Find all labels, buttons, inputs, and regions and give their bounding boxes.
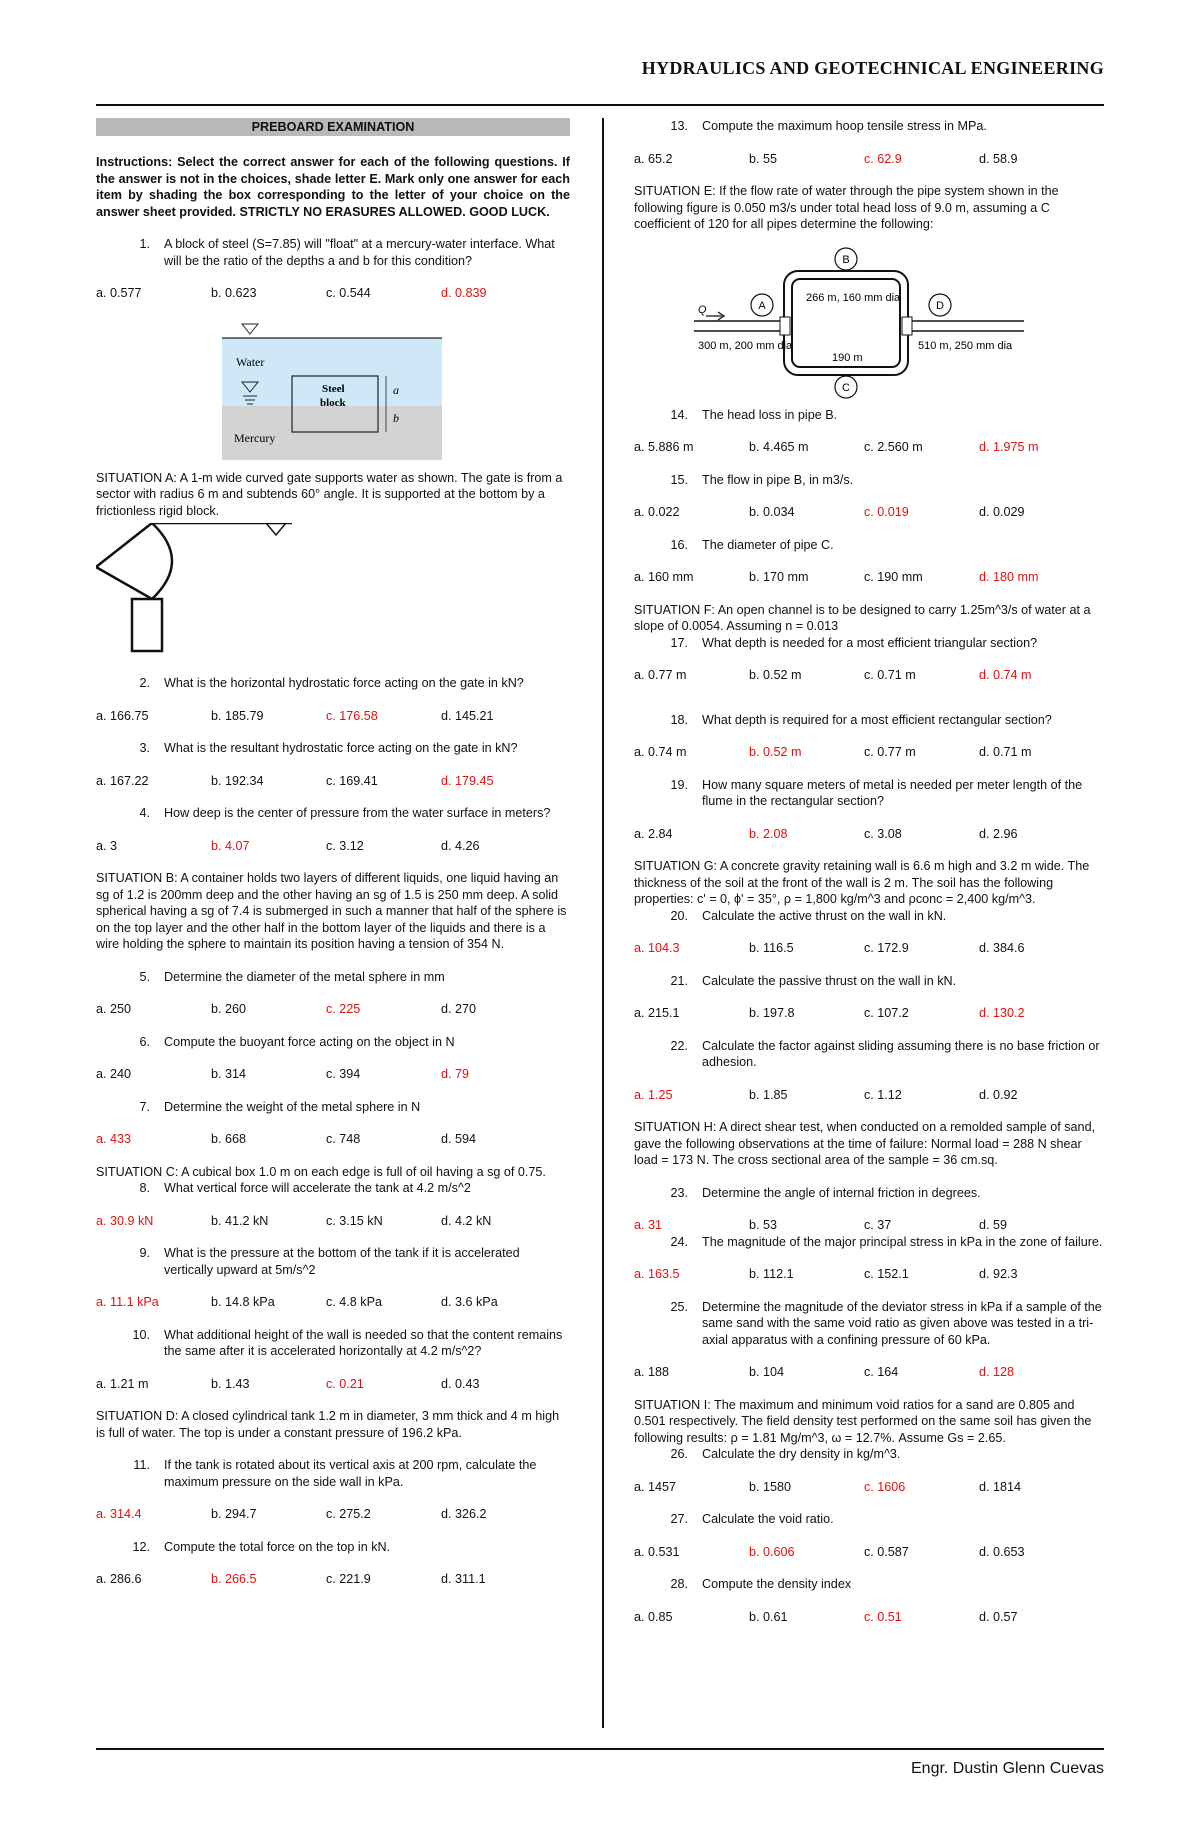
choice-option: d. 180 mm	[979, 570, 1039, 584]
choice-option: d. 2.96	[979, 826, 1018, 841]
choice-option: a. 433	[96, 1132, 132, 1146]
choice-option: d. 130.2	[979, 1006, 1025, 1020]
question-14: 14. The head loss in pipe B.	[670, 407, 838, 422]
flow-q-label: Q	[698, 303, 707, 316]
choice-option: d. 0.74 m	[979, 668, 1032, 682]
question-27: 27. Calculate the void ratio.	[670, 1512, 834, 1526]
choice-option: b. 260	[211, 1002, 247, 1016]
choice-option: b. 0.52 m	[749, 668, 802, 682]
choice-option: c. 190 mm	[864, 570, 923, 584]
choice-option: d. 58.9	[979, 151, 1018, 166]
choice-option: d. 0.43	[441, 1376, 480, 1391]
choice-option: c. 152.1	[864, 1267, 909, 1281]
choices-6	[96, 1066, 570, 1083]
choice-option: d. 311.1	[441, 1572, 486, 1586]
situation-b: SITUATION B: A container holds two layers of different liquids, one liquid having an sg of 1.2 is 200mm deep and the other having an sg of 1.5 is 250 mm deep. A solid spherical having a sg of 7.4 is submerged in such a manner that half of the sphere is on the top layer and the other half in the bottom layer of the liquids and there is a wire holding the sphere to maintain its position having a tension of 354 N.	[96, 871, 567, 951]
choice-option: c. 0.587	[864, 1544, 909, 1559]
question-10: 10. What additional height of the wall is needed so that the content remains the same after it is accelerated horizontally at 4.2 m/s^2?	[132, 1327, 563, 1358]
question-28: 28. Compute the density index	[670, 1577, 852, 1591]
situation-e: SITUATION E: If the flow rate of water through the pipe system shown in the following figure is 0.050 m3/s under total head loss of 9.0 m, assuming a C coefficient of 120 for all pipes determine the following:	[634, 184, 1059, 231]
choice-option: c. 3.08	[864, 826, 902, 841]
choice-option: c. 0.77 m	[864, 745, 916, 759]
choice-option: d. 326.2	[441, 1507, 487, 1521]
choice-option: b. 266.5	[211, 1572, 257, 1586]
mercury-label: Mercury	[234, 430, 276, 445]
choice-option: b. 14.8 kPa	[211, 1295, 275, 1309]
choice-option: a. 0.531	[634, 1544, 680, 1559]
choice-option: a. 0.77 m	[634, 668, 687, 682]
choice-option: d. 594	[441, 1132, 477, 1146]
choice-option: c. 176.58	[326, 708, 378, 723]
question-23: 23. Determine the angle of internal friction in degrees.	[670, 1185, 981, 1200]
choice-option: a. 215.1	[634, 1006, 680, 1020]
choices-10	[96, 1376, 570, 1393]
choices-28	[634, 1609, 1104, 1626]
block-label: block	[320, 396, 346, 409]
question-18: 18. What depth is required for a most efficient rectangular section?	[670, 712, 1052, 727]
choice-option: a. 1457	[634, 1479, 677, 1494]
choice-option: b. 192.34	[211, 773, 264, 788]
choice-option: c. 221.9	[326, 1572, 371, 1586]
question-4: 4. How deep is the center of pressure from the water surface in meters?	[139, 806, 551, 820]
choices-22	[634, 1087, 1104, 1104]
question-5: 5. Determine the diameter of the metal sphere in mm	[139, 969, 445, 984]
choice-option: d. 179.45	[441, 773, 494, 788]
choice-option: a. 188	[634, 1365, 670, 1379]
choice-option: c. 4.8 kPa	[326, 1295, 383, 1309]
choice-option: b. 1580	[749, 1479, 792, 1494]
choice-option: b. 668	[211, 1132, 247, 1146]
choice-option: c. 169.41	[326, 773, 378, 788]
choice-option: a. 104.3	[634, 941, 680, 955]
choice-option: b. 4.465 m	[749, 440, 809, 454]
question-12: 12. Compute the total force on the top in kN.	[132, 1539, 391, 1554]
choice-option: c. 172.9	[864, 941, 909, 955]
choices-18	[634, 744, 1104, 761]
question-7: 7. Determine the weight of the metal sphere in N	[139, 1099, 421, 1114]
choice-option: a. 2.84	[634, 826, 673, 841]
choice-option: b. 116.5	[749, 941, 794, 955]
choices-3	[96, 773, 570, 790]
situation-d: SITUATION D: A closed cylindrical tank 1.2 m in diameter, 3 mm thick and 4 m high is full of water. The top is under a constant pressure of 196.2 kPa.	[96, 1409, 560, 1440]
choices-14	[634, 439, 1104, 456]
node-c-label: C	[842, 381, 850, 394]
choices-17	[634, 667, 1104, 684]
question-19: 19. How many square meters of metal is needed per meter length of the flume in the rectangular section?	[670, 777, 1083, 808]
choice-option: d. 92.3	[979, 1267, 1018, 1281]
choice-option: c. 225	[326, 1002, 361, 1016]
choice-option: b. 0.52 m	[749, 745, 802, 759]
choice-option: a. 163.5	[634, 1267, 680, 1281]
choice-option: a. 65.2	[634, 151, 673, 166]
choices-20	[634, 940, 1104, 957]
footer-author: Engr. Dustin Glenn Cuevas	[911, 1760, 1104, 1777]
choices-23	[634, 1217, 1104, 1234]
choice-option: b. 55	[749, 151, 778, 166]
footer-rule	[96, 1748, 1104, 1750]
depth-b-label: b	[393, 410, 399, 425]
pipe-a-label: 300 m, 200 mm dia	[698, 339, 793, 352]
choice-option: a. 5.886 m	[634, 440, 694, 454]
question-26: 26. Calculate the dry density in kg/m^3.	[670, 1447, 901, 1461]
water-label: Water	[236, 354, 265, 369]
choice-option: b. 112.1	[749, 1267, 794, 1281]
right-column	[634, 118, 1104, 1641]
choice-option: c. 164	[864, 1365, 899, 1379]
pipe-b-label: 266 m, 160 mm dia	[806, 291, 901, 304]
choice-option: a. 240	[96, 1067, 132, 1081]
question-15: 15. The flow in pipe B, in m3/s.	[670, 472, 854, 487]
choices-8	[96, 1213, 570, 1230]
column-divider	[602, 118, 604, 1728]
choice-option: a. 250	[96, 1002, 132, 1016]
choice-option: a. 0.85	[634, 1609, 673, 1624]
flow-arrow-icon	[706, 312, 724, 320]
choices-11	[96, 1506, 570, 1523]
choice-option: d. 0.57	[979, 1609, 1018, 1624]
choice-option: d. 59	[979, 1218, 1008, 1232]
situation-h: SITUATION H: A direct shear test, when conducted on a remolded sample of sand, gave the following observations at the time of failure: Normal load = 288 N shear load = 173 N. The cross sectional area of the sample = 36 cm.sq.	[634, 1120, 1096, 1167]
choice-option: a. 1.21 m	[96, 1376, 149, 1391]
choice-option: d. 128	[979, 1365, 1015, 1379]
choice-option: c. 3.12	[326, 838, 364, 853]
choice-option: a. 166.75	[96, 708, 149, 723]
choice-option: b. 197.8	[749, 1006, 795, 1020]
water-surface-icon	[242, 324, 258, 334]
choice-option: d. 270	[441, 1002, 477, 1016]
choice-option: a. 1.25	[634, 1087, 673, 1102]
question-2: 2. What is the horizontal hydrostatic force acting on the gate in kN?	[139, 676, 524, 690]
gate-sector	[96, 523, 152, 599]
left-column	[96, 118, 570, 1604]
choice-option: b. 170 mm	[749, 570, 809, 584]
choice-option: c. 0.71 m	[864, 668, 916, 682]
question-13: 13. Compute the maximum hoop tensile stress in MPa.	[670, 119, 987, 133]
choice-option: b. 1.85	[749, 1087, 788, 1102]
choice-option: c. 0.019	[864, 505, 909, 519]
instructions: Instructions: Select the correct answer for each of the following questions. If the answer is not in the choices, shade letter E. Mark only one answer for each item by shading the box corresponding to the letter of your choice on the answer sheet provided. STRICTLY NO ERASURES ALLOWED. GOOD LUCK.	[96, 155, 570, 219]
choice-option: b. 53	[749, 1218, 778, 1232]
choice-option: b. 0.623	[211, 286, 257, 300]
question-25: 25. Determine the magnitude of the deviator stress in kPa if a sample of the same sand with the same void ratio as given above was tested in a tri-axial apparatus with a confining pressure of 60 kPa.	[670, 1299, 1102, 1347]
question-1: 1. A block of steel (S=7.85) will "float" at a mercury-water interface. What will be the ratio of the depths a and b for this condition?	[139, 237, 555, 268]
choice-option: d. 4.2 kN	[441, 1213, 492, 1228]
choice-option: b. 314	[211, 1067, 247, 1081]
choices-9	[96, 1294, 570, 1311]
choice-option: a. 0.74 m	[634, 745, 687, 759]
choice-option: b. 0.606	[749, 1544, 795, 1559]
choice-option: c. 275.2	[326, 1507, 371, 1521]
header-rule	[96, 104, 1104, 106]
choices-12	[96, 1571, 570, 1588]
question-17: 17. What depth is needed for a most efficient triangular section?	[670, 635, 1038, 650]
choice-option: d. 0.92	[979, 1087, 1018, 1102]
choices-1	[96, 285, 570, 302]
choices-26	[634, 1479, 1104, 1496]
choices-7	[96, 1131, 570, 1148]
choice-option: c. 1.12	[864, 1087, 902, 1102]
choices-4	[96, 838, 570, 855]
choice-option: b. 4.07	[211, 838, 250, 853]
choices-15	[634, 504, 1104, 521]
choices-21	[634, 1005, 1104, 1022]
choices-16	[634, 569, 1104, 586]
pipe-system-figure	[634, 237, 1104, 399]
choice-option: d. 384.6	[979, 941, 1025, 955]
situation-i: SITUATION I: The maximum and minimum void ratios for a sand are 0.805 and 0.501 respectively. The field density test performed on the same soil has given the following results: ρ = 1.81 Mg/m^3, ω = 12.7%. Assume Gs = 2.65.	[634, 1397, 1092, 1445]
choices-27	[634, 1544, 1104, 1561]
choice-option: c. 3.15 kN	[326, 1213, 383, 1228]
choice-option: c. 62.9	[864, 151, 902, 166]
question-22: 22. Calculate the factor against sliding assuming there is no base friction or adhesion.	[670, 1038, 1100, 1069]
choice-option: a. 30.9 kN	[96, 1213, 154, 1228]
choice-option: a. 314.4	[96, 1507, 142, 1521]
choice-option: c. 394	[326, 1067, 361, 1081]
choice-option: a. 31	[634, 1218, 663, 1232]
document-header-title: HYDRAULICS AND GEOTECHNICAL ENGINEERING	[641, 58, 1104, 78]
choice-option: c. 2.560 m	[864, 440, 923, 454]
choice-option: b. 1.43	[211, 1376, 250, 1391]
choice-option: b. 294.7	[211, 1507, 257, 1521]
choice-option: a. 167.22	[96, 773, 149, 788]
node-d-label: D	[936, 299, 944, 312]
question-9: 9. What is the pressure at the bottom of the tank if it is accelerated vertically upward at 5m/s^2	[139, 1246, 520, 1277]
choice-option: c. 0.21	[326, 1376, 364, 1391]
choice-option: a. 286.6	[96, 1572, 142, 1586]
question-24: 24. The magnitude of the major principal stress in kPa in the zone of failure.	[670, 1234, 1103, 1249]
choice-option: b. 104	[749, 1365, 785, 1379]
curved-gate-figure	[96, 523, 570, 659]
choice-option: c. 1606	[864, 1479, 906, 1494]
choice-option: b. 0.61	[749, 1609, 788, 1624]
choice-option: d. 79	[441, 1067, 470, 1081]
question-3: 3. What is the resultant hydrostatic force acting on the gate in kN?	[139, 741, 518, 755]
choices-25	[634, 1364, 1104, 1381]
choice-option: c. 0.544	[326, 286, 371, 300]
choice-option: c. 37	[864, 1218, 892, 1232]
question-11: 11. If the tank is rotated about its vertical axis at 200 rpm, calculate the maximum pressure on the side wall in kPa.	[133, 1458, 537, 1489]
question-6: 6. Compute the buoyant force acting on the object in N	[139, 1034, 455, 1049]
choice-option: a. 0.577	[96, 286, 142, 300]
choices-5	[96, 1001, 570, 1018]
exam-banner: PREBOARD EXAMINATION	[96, 118, 570, 136]
node-b-label: B	[842, 253, 850, 266]
choice-option: d. 4.26	[441, 838, 480, 853]
choice-option: d. 145.21	[441, 708, 494, 723]
question-20: 20. Calculate the active thrust on the wall in kN.	[670, 908, 947, 923]
gate-arc	[152, 523, 172, 599]
choice-option: d. 0.029	[979, 505, 1025, 519]
node-a-label: A	[758, 299, 766, 312]
choice-option: d. 0.71 m	[979, 745, 1032, 759]
situation-f: SITUATION F: An open channel is to be designed to carry 1.25m^3/s of water at a slope of 0.0054. Assuming n = 0.013	[634, 602, 1091, 633]
choice-option: a. 3	[96, 838, 118, 853]
steel-label: Steel	[322, 382, 345, 395]
water-surface-marker-icon	[266, 523, 286, 535]
choice-option: b. 2.08	[749, 826, 788, 841]
question-21: 21. Calculate the passive thrust on the wall in kN.	[670, 973, 957, 988]
choice-option: b. 0.034	[749, 505, 795, 519]
depth-a-label: a	[393, 382, 399, 397]
choice-option: d. 1.975 m	[979, 440, 1039, 454]
choice-option: d. 0.839	[441, 286, 487, 300]
pipe-c-label: 190 m	[832, 351, 863, 364]
choice-option: d. 0.653	[979, 1544, 1025, 1559]
question-8: 8. What vertical force will accelerate the tank at 4.2 m/s^2	[139, 1181, 471, 1195]
choices-2	[96, 708, 570, 725]
steel-block-figure	[96, 314, 570, 462]
situation-a: SITUATION A: A 1-m wide curved gate supports water as shown. The gate is from a sector with radius 6 m and subtends 60° angle. It is supported at the bottom by a frictionless rigid block.	[96, 470, 563, 518]
choice-option: a. 0.022	[634, 505, 680, 519]
choice-option: d. 3.6 kPa	[441, 1295, 498, 1309]
choice-option: b. 185.79	[211, 708, 264, 723]
choices-24	[634, 1266, 1104, 1283]
choice-option: a. 11.1 kPa	[96, 1295, 159, 1309]
situation-c: SITUATION C: A cubical box 1.0 m on each edge is full of oil having a sg of 0.75.	[96, 1164, 546, 1179]
choice-option: a. 160 mm	[634, 570, 694, 584]
situation-g: SITUATION G: A concrete gravity retaining wall is 6.6 m high and 3.2 m wide. The thickness of the soil at the front of the wall is 2 m. The soil has the following properties: c' = 0, ϕ' = 35°, ρ = 1,800 kg/m^3 and ρconc = 2,400 kg/m^3.	[634, 859, 1090, 906]
pipe-d-label: 510 m, 250 mm dia	[918, 339, 1013, 352]
support-block	[132, 599, 162, 651]
choice-option: b. 41.2 kN	[211, 1213, 269, 1228]
choices-19	[634, 826, 1104, 843]
choice-option: d. 1814	[979, 1479, 1022, 1494]
choice-option: c. 107.2	[864, 1006, 909, 1020]
question-16: 16. The diameter of pipe C.	[670, 537, 834, 552]
choice-option: c. 748	[326, 1132, 361, 1146]
choices-13	[634, 151, 1104, 168]
choice-option: c. 0.51	[864, 1609, 902, 1624]
